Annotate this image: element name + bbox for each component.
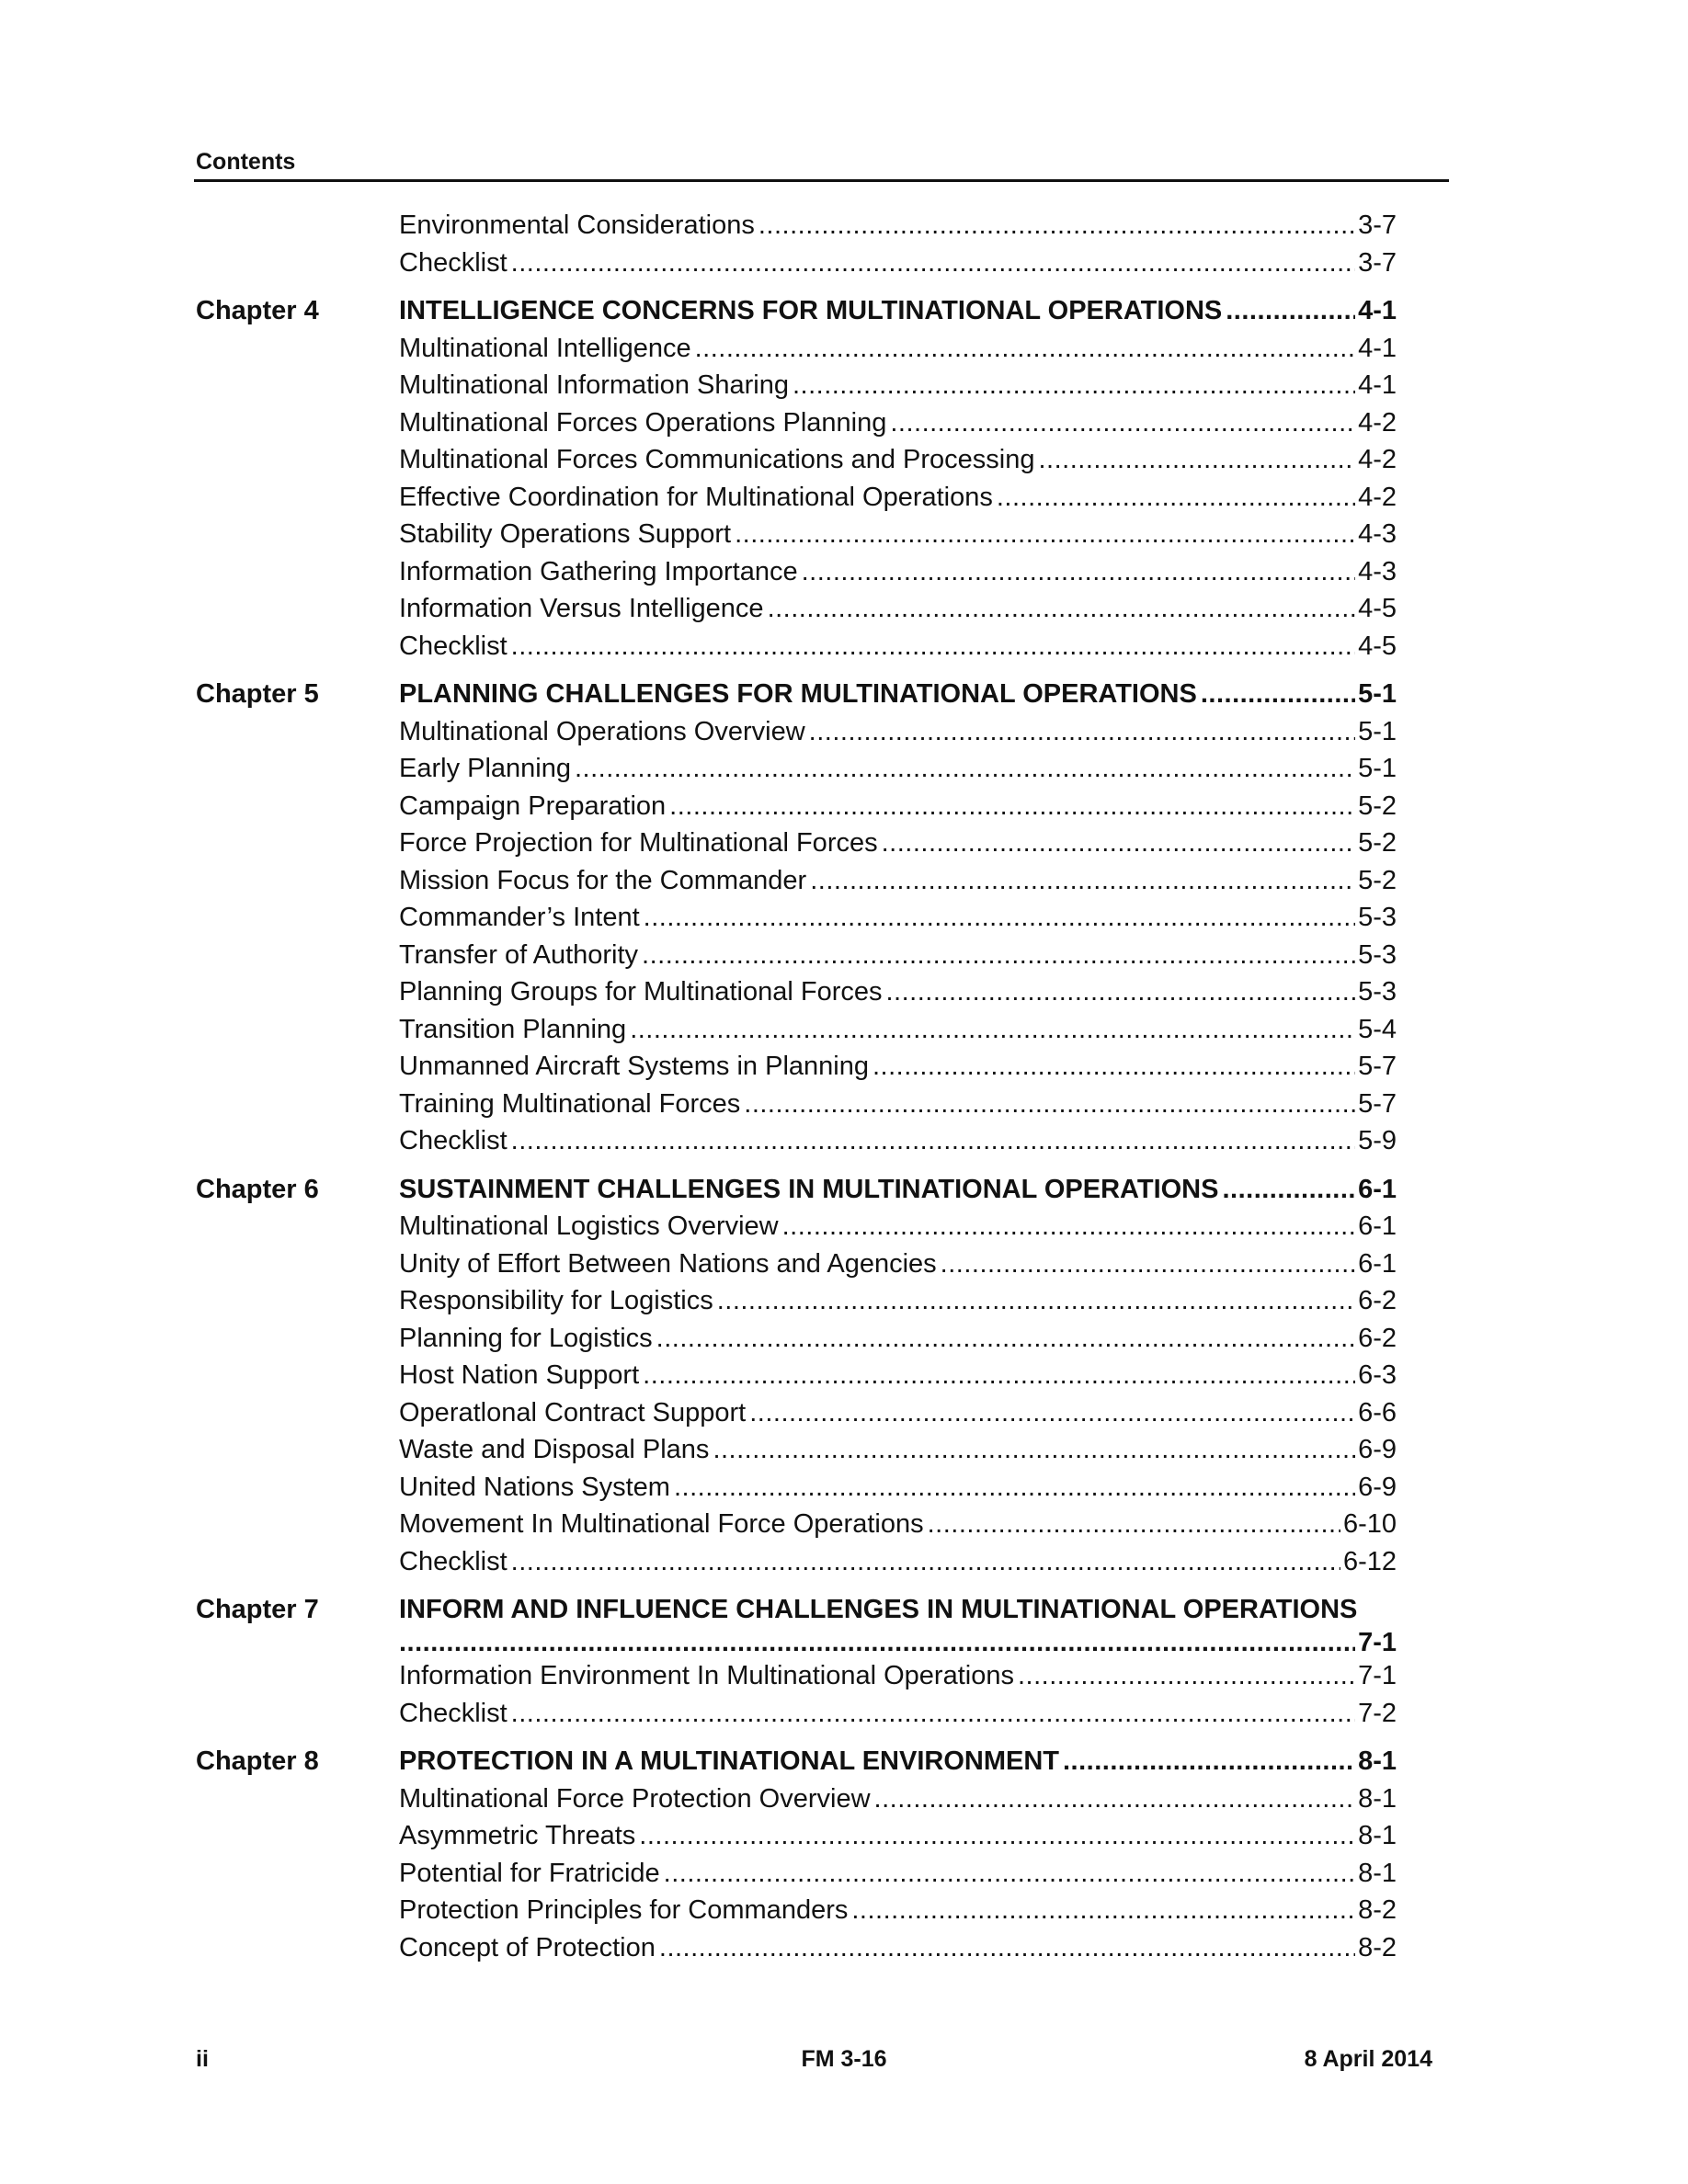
entry-title: Planning for Logistics — [399, 1323, 653, 1353]
dot-leader — [873, 1052, 1355, 1082]
dot-leader — [639, 1821, 1355, 1851]
entry-page-number: 4-3 — [1358, 519, 1397, 549]
dot-leader — [874, 1784, 1356, 1814]
chapter-label: Chapter 4 — [196, 296, 319, 325]
dot-leader — [399, 1628, 1355, 1658]
dot-leader — [659, 1933, 1355, 1963]
entry-page-number: 6-6 — [1358, 1397, 1397, 1428]
footer-publication: FM 3-16 — [801, 2046, 887, 2072]
toc-entry[interactable] — [196, 1699, 1397, 1736]
entry-page-number: 4-1 — [1358, 370, 1397, 400]
entry-page-number: 5-3 — [1358, 977, 1397, 1007]
entry-title: PLANNING CHALLENGES FOR MULTINATIONAL OPERATIONS — [399, 679, 1197, 709]
entry-page-number: 4-2 — [1358, 482, 1397, 512]
entry-page-number: 5-2 — [1358, 865, 1397, 895]
entry-page-number: 7-1 — [1358, 1661, 1397, 1690]
dot-leader — [717, 1286, 1355, 1316]
toc-chapter-entry[interactable] — [196, 1746, 1397, 1784]
running-head: Contents — [196, 149, 296, 175]
toc-entry[interactable] — [196, 483, 1397, 520]
toc-entry[interactable] — [196, 1249, 1397, 1287]
entry-page-number: 8-1 — [1358, 1746, 1397, 1776]
entry-page-number: 6-2 — [1358, 1323, 1397, 1353]
toc-chapter-entry[interactable] — [196, 1595, 1397, 1628]
entry-title: Information Environment In Multinational Operations — [399, 1661, 1014, 1690]
chapter-label: Chapter 8 — [196, 1746, 319, 1776]
dot-leader — [810, 866, 1355, 896]
toc-entry[interactable] — [196, 631, 1397, 669]
entry-title: Transition Planning — [399, 1014, 627, 1044]
toc-entry[interactable] — [196, 1784, 1397, 1822]
toc-entry[interactable] — [196, 1398, 1397, 1436]
entry-page-number: 5-4 — [1358, 1014, 1397, 1044]
entry-title: Transfer of Authority — [399, 939, 639, 970]
toc-entry[interactable] — [196, 1435, 1397, 1473]
entry-page-number: 8-1 — [1358, 1783, 1397, 1814]
entry-title: Force Projection for Multinational Forces — [399, 828, 878, 858]
toc-entry[interactable] — [196, 519, 1397, 557]
dot-leader — [749, 1398, 1355, 1428]
toc-entry[interactable] — [196, 791, 1397, 829]
entry-title: SUSTAINMENT CHALLENGES IN MULTINATIONAL OPERATIONS — [399, 1174, 1219, 1204]
entry-title: PROTECTION IN A MULTINATIONAL ENVIRONMENT — [399, 1746, 1059, 1776]
toc-entry[interactable] — [196, 1015, 1397, 1052]
dot-leader — [575, 754, 1355, 784]
dot-leader — [809, 717, 1355, 747]
entry-page-number: 6-9 — [1358, 1435, 1397, 1464]
toc-entry[interactable] — [196, 1324, 1397, 1361]
toc-entry[interactable] — [196, 754, 1397, 791]
toc-entry[interactable] — [196, 1286, 1397, 1324]
entry-page-number: 5-1 — [1358, 754, 1397, 783]
entry-page-number: 5-7 — [1358, 1088, 1397, 1119]
dot-leader — [643, 1360, 1355, 1391]
dot-leader — [713, 1435, 1355, 1465]
dot-leader — [511, 248, 1355, 279]
header-rule — [194, 179, 1449, 182]
entry-title: Responsibility for Logistics — [399, 1286, 713, 1315]
entry-title: Environmental Considerations — [399, 210, 755, 240]
dot-leader — [1038, 445, 1355, 475]
toc-entry[interactable] — [196, 408, 1397, 446]
toc-entry[interactable] — [196, 1509, 1397, 1547]
entry-title: Checklist — [399, 1698, 508, 1728]
toc-entry[interactable] — [196, 940, 1397, 978]
dot-leader — [642, 940, 1355, 971]
dot-leader — [669, 791, 1355, 822]
entry-title: Multinational Operations Overview — [399, 716, 805, 746]
toc-entry[interactable] — [196, 717, 1397, 755]
entry-title: Checklist — [399, 631, 508, 661]
entry-title: Information Versus Intelligence — [399, 594, 764, 623]
dot-leader — [695, 334, 1355, 364]
entry-title: Stability Operations Support — [399, 519, 732, 549]
entry-page-number: 7-1 — [1358, 1628, 1397, 1657]
entry-page-number: 5-1 — [1358, 716, 1397, 746]
entry-title: Multinational Forces Communications and Processing — [399, 445, 1035, 474]
entry-title: Unmanned Aircraft Systems in Planning — [399, 1052, 869, 1081]
entry-page-number: 6-1 — [1358, 1211, 1397, 1241]
dot-leader — [1063, 1746, 1355, 1777]
toc-entry[interactable] — [196, 445, 1397, 483]
table-of-contents — [196, 210, 1397, 1970]
dot-leader — [674, 1473, 1355, 1503]
dot-leader — [1222, 1175, 1355, 1205]
entry-page-number: 6-10 — [1342, 1509, 1397, 1539]
entry-title: INFORM AND INFLUENCE CHALLENGES IN MULTINATIONAL OPERATIONS — [399, 1595, 1358, 1624]
dot-leader — [656, 1324, 1355, 1354]
entry-page-number: 4-1 — [1358, 296, 1397, 325]
dot-leader — [802, 557, 1355, 587]
dot-leader — [735, 519, 1355, 550]
footer-page-number: ii — [196, 2046, 209, 2072]
entry-title: Unity of Effort Between Nations and Agencies — [399, 1248, 937, 1279]
dot-leader — [768, 594, 1356, 624]
dot-leader — [793, 370, 1355, 401]
toc-entry[interactable] — [196, 977, 1397, 1015]
entry-title: Host Nation Support — [399, 1360, 640, 1390]
chapter-label: Chapter 5 — [196, 679, 319, 709]
entry-title: Information Gathering Importance — [399, 556, 798, 586]
entry-title: Multinational Forces Operations Planning — [399, 407, 887, 438]
chapter-label: Chapter 7 — [196, 1595, 319, 1624]
toc-chapter-continuation[interactable] — [196, 1628, 1397, 1661]
entry-page-number: 3-7 — [1358, 247, 1397, 278]
dot-leader — [511, 631, 1355, 662]
dot-leader — [941, 1249, 1355, 1280]
toc-entry[interactable] — [196, 1211, 1397, 1249]
entry-title: Concept of Protection — [399, 1932, 656, 1962]
entry-page-number: 4-5 — [1358, 594, 1397, 623]
dot-leader — [851, 1895, 1355, 1926]
entry-title: Movement In Multinational Force Operations — [399, 1509, 924, 1539]
toc-entry[interactable] — [196, 1473, 1397, 1510]
entry-title: Checklist — [399, 1126, 508, 1155]
entry-page-number: 5-9 — [1358, 1126, 1397, 1155]
toc-entry[interactable] — [196, 1821, 1397, 1859]
toc-entry[interactable] — [196, 1859, 1397, 1896]
toc-entry[interactable] — [196, 828, 1397, 866]
entry-page-number: 6-1 — [1358, 1174, 1397, 1204]
dot-leader — [630, 1015, 1355, 1045]
toc-entry[interactable] — [196, 1089, 1397, 1127]
entry-title: INTELLIGENCE CONCERNS FOR MULTINATIONAL OPERATIONS — [399, 296, 1223, 325]
entry-page-number: 5-3 — [1358, 903, 1397, 932]
dot-leader — [644, 903, 1355, 933]
entry-title: Planning Groups for Multinational Forces — [399, 977, 883, 1007]
entry-title: Mission Focus for the Commander — [399, 865, 807, 895]
entry-title: Commander’s Intent — [399, 903, 640, 932]
entry-title: Checklist — [399, 1546, 508, 1576]
entry-page-number: 5-2 — [1358, 791, 1397, 821]
entry-title: Checklist — [399, 247, 508, 278]
entry-title: Waste and Disposal Plans — [399, 1435, 710, 1464]
toc-entry[interactable] — [196, 1933, 1397, 1971]
dot-leader — [885, 977, 1355, 1007]
entry-page-number: 8-2 — [1358, 1895, 1397, 1925]
toc-entry[interactable] — [196, 1895, 1397, 1933]
entry-page-number: 8-1 — [1358, 1858, 1397, 1888]
entry-page-number: 5-1 — [1358, 679, 1397, 709]
entry-page-number: 4-2 — [1358, 445, 1397, 474]
toc-chapter-entry[interactable] — [196, 1175, 1397, 1212]
toc-entry[interactable] — [196, 248, 1397, 286]
entry-title: Multinational Information Sharing — [399, 370, 789, 400]
toc-chapter-entry[interactable] — [196, 296, 1397, 334]
toc-entry[interactable] — [196, 210, 1397, 248]
dot-leader — [511, 1126, 1355, 1156]
entry-page-number: 4-1 — [1358, 333, 1397, 363]
dot-leader — [782, 1211, 1355, 1242]
entry-page-number: 8-1 — [1358, 1821, 1397, 1850]
entry-title: Multinational Force Protection Overview — [399, 1783, 871, 1814]
toc-entry[interactable] — [196, 1661, 1397, 1699]
footer-date: 8 April 2014 — [1304, 2046, 1432, 2072]
dot-leader — [664, 1859, 1355, 1889]
entry-page-number: 6-3 — [1358, 1360, 1397, 1390]
dot-leader — [758, 210, 1355, 241]
entry-page-number: 6-2 — [1358, 1286, 1397, 1315]
dot-leader — [882, 828, 1355, 859]
entry-title: Protection Principles for Commanders — [399, 1895, 849, 1925]
toc-chapter-entry[interactable] — [196, 679, 1397, 717]
entry-title: Multinational Intelligence — [399, 333, 691, 363]
toc-entry[interactable] — [196, 334, 1397, 371]
entry-title: Training Multinational Forces — [399, 1088, 741, 1119]
dot-leader — [511, 1699, 1355, 1729]
dot-leader — [511, 1547, 1340, 1577]
entry-title: Campaign Preparation — [399, 791, 667, 821]
toc-entry[interactable] — [196, 903, 1397, 940]
toc-entry[interactable] — [196, 1547, 1397, 1585]
entry-page-number: 6-9 — [1358, 1472, 1397, 1502]
toc-entry[interactable] — [196, 866, 1397, 904]
toc-entry[interactable] — [196, 1126, 1397, 1164]
dot-leader — [744, 1089, 1355, 1120]
entry-page-number: 5-7 — [1358, 1052, 1397, 1081]
entry-title: Early Planning — [399, 754, 571, 783]
entry-page-number: 4-3 — [1358, 556, 1397, 586]
entry-title: Asymmetric Threats — [399, 1821, 636, 1850]
entry-page-number: 6-12 — [1342, 1546, 1397, 1576]
dot-leader — [928, 1509, 1340, 1540]
entry-page-number: 8-2 — [1358, 1932, 1397, 1962]
toc-entry[interactable] — [196, 1360, 1397, 1398]
dot-leader — [1226, 296, 1355, 326]
toc-entry[interactable] — [196, 370, 1397, 408]
entry-page-number: 3-7 — [1358, 210, 1397, 240]
dot-leader — [1201, 679, 1355, 710]
entry-title: United Nations System — [399, 1472, 670, 1502]
entry-page-number: 5-3 — [1358, 939, 1397, 970]
entry-page-number: 6-1 — [1358, 1248, 1397, 1279]
entry-title: Potential for Fratricide — [399, 1858, 660, 1888]
toc-entry[interactable] — [196, 557, 1397, 595]
entry-title: Effective Coordination for Multinational Operations — [399, 482, 993, 512]
entry-title: Operatlonal Contract Support — [399, 1397, 747, 1428]
toc-entry[interactable] — [196, 594, 1397, 631]
entry-page-number: 4-5 — [1358, 631, 1397, 661]
dot-leader — [1018, 1661, 1355, 1691]
chapter-label: Chapter 6 — [196, 1174, 319, 1204]
dot-leader — [997, 483, 1355, 513]
toc-entry[interactable] — [196, 1052, 1397, 1089]
entry-page-number: 4-2 — [1358, 407, 1397, 438]
entry-page-number: 5-2 — [1358, 828, 1397, 858]
entry-page-number: 7-2 — [1358, 1698, 1397, 1728]
dot-leader — [890, 408, 1355, 438]
entry-title: Multinational Logistics Overview — [399, 1211, 779, 1241]
